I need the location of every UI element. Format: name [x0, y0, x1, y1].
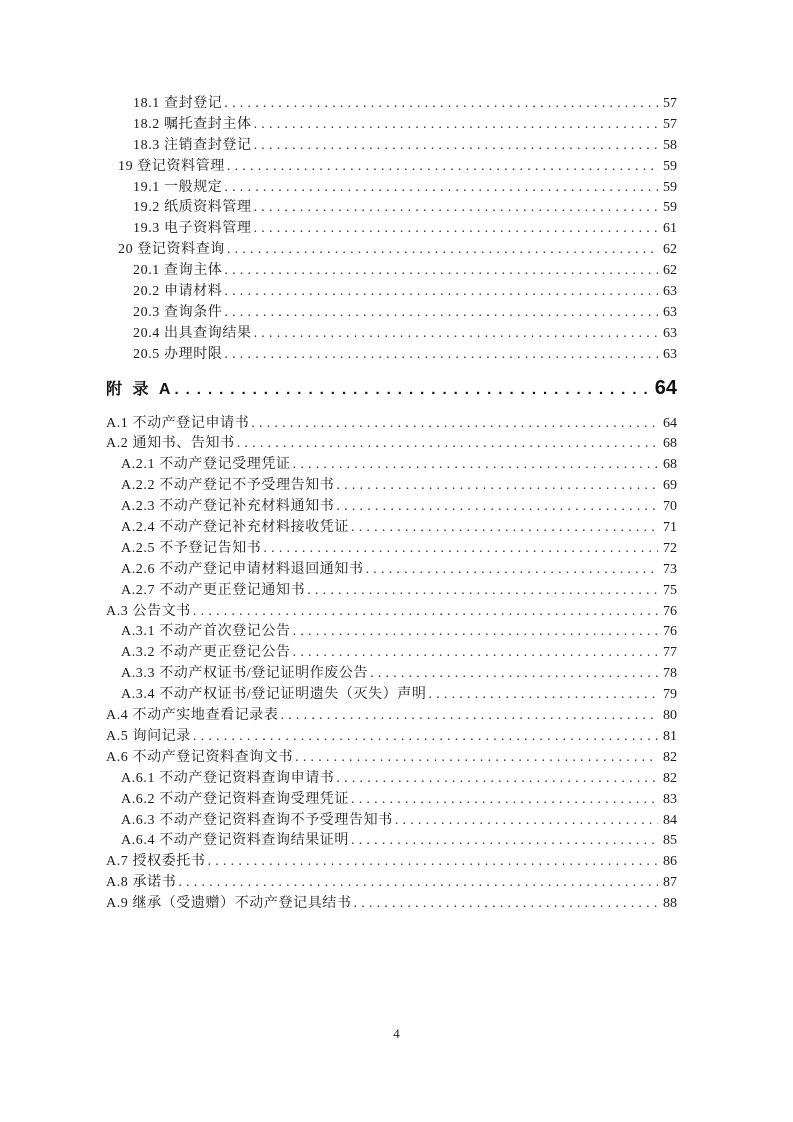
dot-leader — [295, 748, 658, 769]
toc-entry-label: A.6 不动产登记资料查询文书 — [106, 749, 294, 765]
toc-entry-label: 20.4 出具查询结果 — [133, 325, 252, 341]
toc-entry — [106, 602, 677, 623]
toc-entry-label: 20 登记资料查询 — [118, 242, 225, 258]
dot-leader — [293, 455, 658, 476]
toc-entry-label: 19.2 纸质资料管理 — [133, 200, 252, 216]
toc-entry-page: 63 — [663, 304, 677, 320]
toc-entry — [106, 790, 677, 811]
toc-entry-page: 70 — [663, 499, 677, 515]
toc-entry — [118, 115, 677, 136]
toc-entry-label: A.6.1 不动产登记资料查询申请书 — [121, 770, 335, 786]
toc-entry — [118, 345, 677, 366]
toc-entry — [106, 873, 677, 894]
toc-entry — [106, 831, 677, 852]
toc-entry-page: 77 — [663, 645, 677, 661]
toc-entry — [106, 497, 677, 518]
dot-leader — [224, 94, 658, 115]
toc-entry-page: 76 — [663, 603, 677, 619]
toc-entry-label: A.1 不动产登记申请书 — [106, 415, 250, 431]
toc-entry-label: A.5 询问记录 — [106, 728, 191, 744]
table-of-contents — [106, 94, 677, 915]
toc-entry-label: A.9 继承（受遗赠）不动产登记具结书 — [106, 896, 352, 912]
dot-leader — [336, 769, 658, 790]
toc-entry — [106, 894, 677, 915]
toc-main-section — [106, 94, 677, 366]
toc-entry-page: 62 — [663, 242, 677, 258]
toc-entry — [118, 303, 677, 324]
toc-entry-label: A.3.2 不动产更正登记公告 — [121, 645, 291, 661]
toc-entry-page: 63 — [663, 325, 677, 341]
dot-leader — [174, 377, 648, 403]
toc-entry-page: 63 — [663, 346, 677, 362]
toc-entry — [106, 518, 677, 539]
toc-entry — [118, 261, 677, 282]
toc-entry-label: A.2.1 不动产登记受理凭证 — [121, 457, 291, 473]
toc-entry-page: 82 — [663, 749, 677, 765]
toc-entry — [106, 455, 677, 476]
toc-entry-page: 73 — [663, 561, 677, 577]
dot-leader — [354, 894, 658, 915]
toc-entry-page: 62 — [663, 263, 677, 279]
toc-entry-label: A.3.4 不动产权证书/登记证明遗失（灭失）声明 — [121, 687, 427, 703]
toc-entry-page: 87 — [663, 875, 677, 891]
toc-entry-page: 71 — [663, 520, 677, 536]
toc-entry-page: 76 — [663, 624, 677, 640]
dot-leader — [193, 727, 658, 748]
dot-leader — [193, 602, 658, 623]
toc-entry — [106, 852, 677, 873]
dot-leader — [224, 345, 658, 366]
toc-entry-label: 19.1 一般规定 — [133, 179, 223, 195]
dot-leader — [254, 198, 658, 219]
toc-entry-page: 63 — [663, 284, 677, 300]
toc-entry-page: 68 — [663, 457, 677, 473]
dot-leader — [395, 811, 658, 832]
toc-entry-label: A.2.6 不动产登记申请材料退回通知书 — [121, 561, 364, 577]
toc-entry-label: A.3 公告文书 — [106, 603, 191, 619]
toc-entry — [118, 282, 677, 303]
toc-entry-page: 64 — [663, 415, 677, 431]
dot-leader — [293, 622, 658, 643]
toc-entry-page: 59 — [663, 158, 677, 174]
dot-leader — [351, 790, 658, 811]
toc-entry-page: 58 — [663, 137, 677, 153]
toc-entry — [106, 706, 677, 727]
dot-leader — [281, 706, 658, 727]
toc-entry-page: 59 — [663, 179, 677, 195]
appendix-heading-label: 附 录 A — [106, 380, 174, 398]
dot-leader — [370, 664, 658, 685]
toc-entry-page: 88 — [663, 896, 677, 912]
dot-leader — [254, 115, 658, 136]
toc-entry — [106, 748, 677, 769]
toc-entry — [118, 198, 677, 219]
toc-entry-page: 61 — [663, 221, 677, 237]
toc-entry — [106, 769, 677, 790]
toc-entry-label: A.2.2 不动产登记不予受理告知书 — [121, 478, 335, 494]
toc-entry-label: A.2.3 不动产登记补充材料通知书 — [121, 499, 335, 515]
dot-leader — [208, 852, 658, 873]
dot-leader — [227, 240, 658, 261]
toc-entry-label: A.6.3 不动产登记资料查询不予受理告知书 — [121, 812, 393, 828]
toc-entry — [106, 622, 677, 643]
toc-entry-page: 83 — [663, 791, 677, 807]
dot-leader — [366, 560, 658, 581]
toc-entry-label: 20.2 申请材料 — [133, 284, 223, 300]
toc-entry-page: 84 — [663, 812, 677, 828]
toc-entry-page: 86 — [663, 854, 677, 870]
toc-entry-label: A.2.7 不动产更正登记通知书 — [121, 582, 306, 598]
toc-entry-page: 69 — [663, 478, 677, 494]
toc-entry-label: 19 登记资料管理 — [118, 158, 225, 174]
toc-entry-label: A.2 通知书、告知书 — [106, 436, 235, 452]
toc-appendix-section — [106, 414, 677, 915]
dot-leader — [237, 434, 658, 455]
dot-leader — [254, 324, 658, 345]
toc-entry-page: 85 — [663, 833, 677, 849]
dot-leader — [224, 178, 658, 199]
dot-leader — [224, 303, 658, 324]
toc-entry-label: 20.1 查询主体 — [133, 263, 223, 279]
toc-entry — [106, 643, 677, 664]
toc-entry — [106, 664, 677, 685]
dot-leader — [251, 414, 658, 435]
toc-entry-label: 20.3 查询条件 — [133, 304, 223, 320]
toc-entry-page: 75 — [663, 582, 677, 598]
dot-leader — [263, 539, 658, 560]
dot-leader — [293, 643, 658, 664]
toc-entry-label: 18.2 嘱托查封主体 — [133, 116, 252, 132]
toc-entry — [118, 94, 677, 115]
toc-entry — [106, 685, 677, 706]
toc-entry-label: A.3.3 不动产权证书/登记证明作废公告 — [121, 666, 369, 682]
toc-entry-label: 19.3 电子资料管理 — [133, 221, 252, 237]
toc-entry — [106, 476, 677, 497]
toc-entry-label: A.3.1 不动产首次登记公告 — [121, 624, 291, 640]
toc-entry-page: 79 — [663, 687, 677, 703]
toc-entry-page: 68 — [663, 436, 677, 452]
toc-entry — [106, 560, 677, 581]
toc-entry — [118, 178, 677, 199]
toc-entry-page: 81 — [663, 728, 677, 744]
dot-leader — [351, 831, 658, 852]
dot-leader — [178, 873, 658, 894]
appendix-heading-page: 64 — [654, 376, 677, 399]
toc-entry-page: 78 — [663, 666, 677, 682]
toc-entry-label: A.7 授权委托书 — [106, 854, 206, 870]
toc-entry — [106, 539, 677, 560]
toc-entry-page: 59 — [663, 200, 677, 216]
dot-leader — [224, 282, 658, 303]
dot-leader — [254, 136, 658, 157]
toc-entry — [118, 219, 677, 240]
dot-leader — [351, 518, 658, 539]
toc-entry — [106, 414, 677, 435]
dot-leader — [429, 685, 659, 706]
toc-entry-page: 80 — [663, 708, 677, 724]
toc-entry-label: A.6.2 不动产登记资料查询受理凭证 — [121, 791, 350, 807]
toc-entry — [118, 240, 677, 261]
toc-entry-page: 57 — [663, 116, 677, 132]
page-number: 4 — [393, 1026, 400, 1041]
toc-entry — [106, 727, 677, 748]
dot-leader — [224, 261, 658, 282]
dot-leader — [254, 219, 658, 240]
dot-leader — [227, 157, 658, 178]
toc-entry-label: A.6.4 不动产登记资料查询结果证明 — [121, 833, 350, 849]
toc-entry-label: 20.5 办理时限 — [133, 346, 223, 362]
toc-entry-label: 18.1 查封登记 — [133, 96, 223, 111]
dot-leader — [336, 476, 658, 497]
toc-entry-label: A.2.5 不予登记告知书 — [121, 540, 262, 556]
toc-entry-label: 18.3 注销查封登记 — [133, 137, 252, 153]
toc-entry — [118, 136, 677, 157]
toc-entry — [106, 581, 677, 602]
toc-entry-page: 72 — [663, 540, 677, 556]
toc-entry — [118, 157, 677, 178]
toc-entry-label: A.2.4 不动产登记补充材料接收凭证 — [121, 520, 350, 536]
toc-entry-page: 82 — [663, 770, 677, 786]
toc-entry — [106, 811, 677, 832]
toc-entry — [118, 324, 677, 345]
dot-leader — [336, 497, 658, 518]
toc-entry-page: 57 — [663, 96, 677, 111]
toc-entry-label: A.8 承诺书 — [106, 875, 177, 891]
dot-leader — [307, 581, 658, 602]
toc-entry-label: A.4 不动产实地查看记录表 — [106, 708, 279, 724]
appendix-heading-row — [106, 375, 677, 401]
toc-entry — [106, 434, 677, 455]
